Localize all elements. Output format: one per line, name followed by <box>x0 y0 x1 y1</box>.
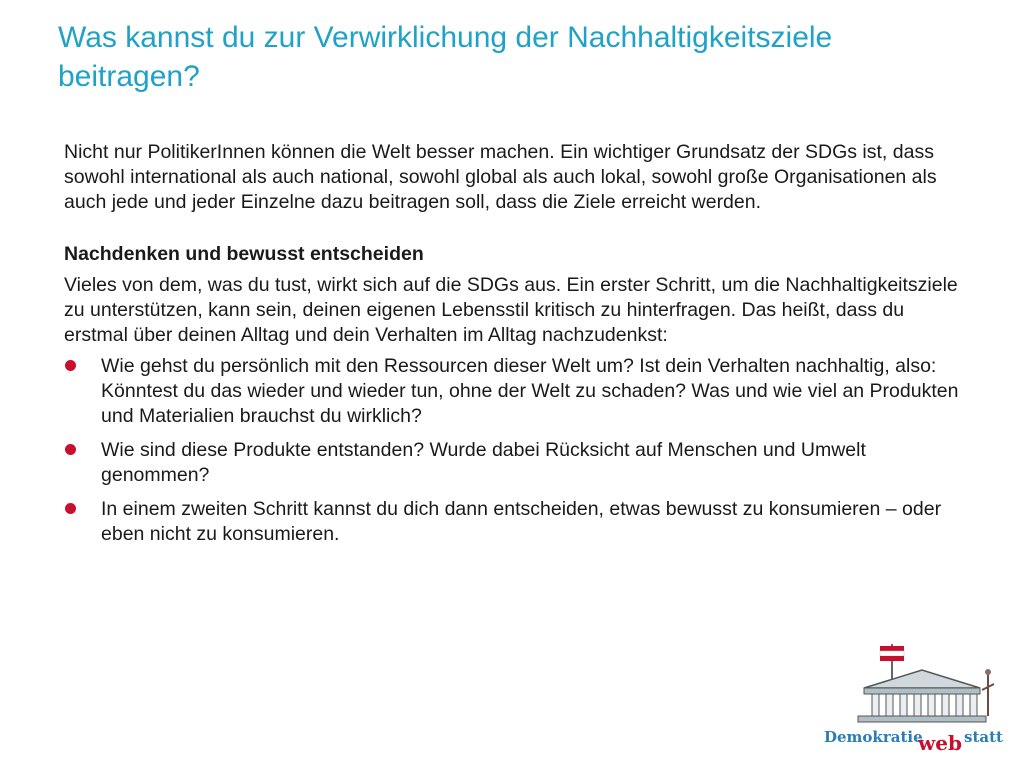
bullet-dot-icon <box>65 360 76 371</box>
section-paragraph: Vieles von dem, was du tust, wirkt sich auf die SDGs aus. Ein erster Schritt, um die Nachhaltigkeitsziele zu unterstützen, kann sein, deinen eigenen Lebensstil kritisch zu hinterfragen. Das heißt, dass du erstmal über deinen Alltag und dein Verhalten im Alltag nachzudenkst: <box>64 274 958 346</box>
list-item-text: In einem zweiten Schritt kannst du dich dann entscheiden, etwas bewusst zu konsumieren – oder eben nicht zu konsumieren. <box>101 498 942 545</box>
brand-wordmark <box>822 720 1012 754</box>
brand-word-1: Demokratie <box>824 728 923 746</box>
section-heading: Nachdenken und bewusst entscheiden <box>64 243 424 265</box>
list-item-text: Wie sind diese Produkte entstanden? Wurde dabei Rücksicht auf Menschen und Umwelt genommen? <box>101 439 866 486</box>
brand-word-2: web <box>918 731 962 754</box>
main-content <box>64 140 964 556</box>
intro-paragraph: Nicht nur PolitikerInnen können die Welt besser machen. Ein wichtiger Grundsatz der SDGs ist, dass sowohl international als auch national, sowohl global als auch lokal, sowohl große Organisationen als auch jede und jeder Einzelne dazu beitragen soll, dass die Ziele erreicht werden. <box>64 141 937 213</box>
demokratiewebstatt-logo <box>822 640 1012 758</box>
list-item <box>64 438 964 488</box>
list-item-text: Wie gehst du persönlich mit den Ressourcen dieser Welt um? Ist dein Verhalten nachhaltig, also: Könntest du das wieder und wieder tun, ohne der Welt zu schaden? Was und wie viel an Produkten und Materialien brauchst du wirklich? <box>101 355 959 427</box>
brand-word-3: statt <box>964 728 1003 746</box>
list-item <box>64 497 964 547</box>
page-title: Was kannst du zur Verwirklichung der Nachhaltigkeitsziele beitragen? <box>58 21 833 93</box>
bullet-dot-icon <box>65 444 76 455</box>
bullet-dot-icon <box>65 503 76 514</box>
parliament-building-icon <box>822 640 1012 724</box>
bullet-list <box>64 354 964 547</box>
list-item <box>64 354 964 429</box>
